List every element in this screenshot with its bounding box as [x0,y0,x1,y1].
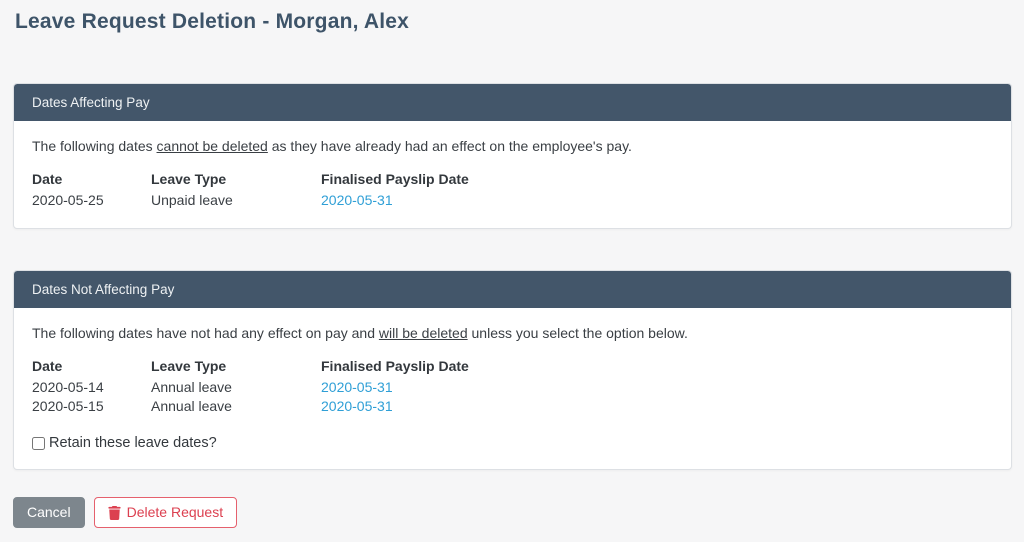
affecting-intro-text [32,138,993,154]
affecting-leave-table [32,171,469,210]
delete-request-label: Delete Request [126,504,224,520]
dates-not-affecting-pay-panel [13,270,1012,470]
not-affecting-intro-suffix: unless you select the option below. [467,325,688,341]
cell-leave-type: Annual leave [151,398,232,414]
column-header-leave-type: Leave Type [151,358,227,374]
dates-affecting-pay-panel [13,83,1012,229]
trash-icon [108,506,121,520]
dates-not-affecting-pay-body [14,308,1011,469]
table-row [32,378,469,397]
cell-date: 2020-05-25 [32,192,104,208]
column-header-date: Date [32,358,63,374]
table-row [32,397,469,416]
retain-leave-dates-option[interactable] [32,435,993,451]
column-header-leave-type: Leave Type [151,171,227,187]
table-row [32,191,469,210]
affecting-intro-underlined: cannot be deleted [156,138,268,154]
cell-leave-type: Unpaid leave [151,192,233,208]
column-header-payslip-date: Finalised Payslip Date [321,358,469,374]
page-title: Leave Request Deletion - Morgan, Alex [15,10,410,33]
not-affecting-intro-underlined: will be deleted [378,325,468,341]
cancel-button[interactable]: Cancel [13,497,85,528]
dates-affecting-pay-header: Dates Affecting Pay [14,84,1011,121]
not-affecting-intro-text [32,325,993,341]
not-affecting-intro-prefix: The following dates have not had any effect on pay and [32,325,379,341]
cell-leave-type: Annual leave [151,379,232,395]
column-header-payslip-date: Finalised Payslip Date [321,171,469,187]
table-header-row [32,171,469,191]
not-affecting-leave-table [32,358,469,416]
dates-affecting-pay-body [14,121,1011,228]
retain-leave-dates-label: Retain these leave dates? [49,435,217,451]
affecting-intro-suffix: as they have already had an effect on the employee's pay. [267,138,632,154]
column-header-date: Date [32,171,63,187]
action-buttons-row [13,497,1012,528]
cell-date: 2020-05-15 [32,398,104,414]
dates-not-affecting-pay-header: Dates Not Affecting Pay [14,271,1011,308]
table-header-row [32,358,469,378]
cell-date: 2020-05-14 [32,379,104,395]
delete-request-button[interactable] [94,497,238,528]
payslip-date-link[interactable]: 2020-05-31 [321,192,393,208]
affecting-intro-prefix: The following dates [32,138,157,154]
payslip-date-link[interactable]: 2020-05-31 [321,398,393,414]
retain-leave-dates-checkbox[interactable] [32,437,45,450]
payslip-date-link[interactable]: 2020-05-31 [321,379,393,395]
